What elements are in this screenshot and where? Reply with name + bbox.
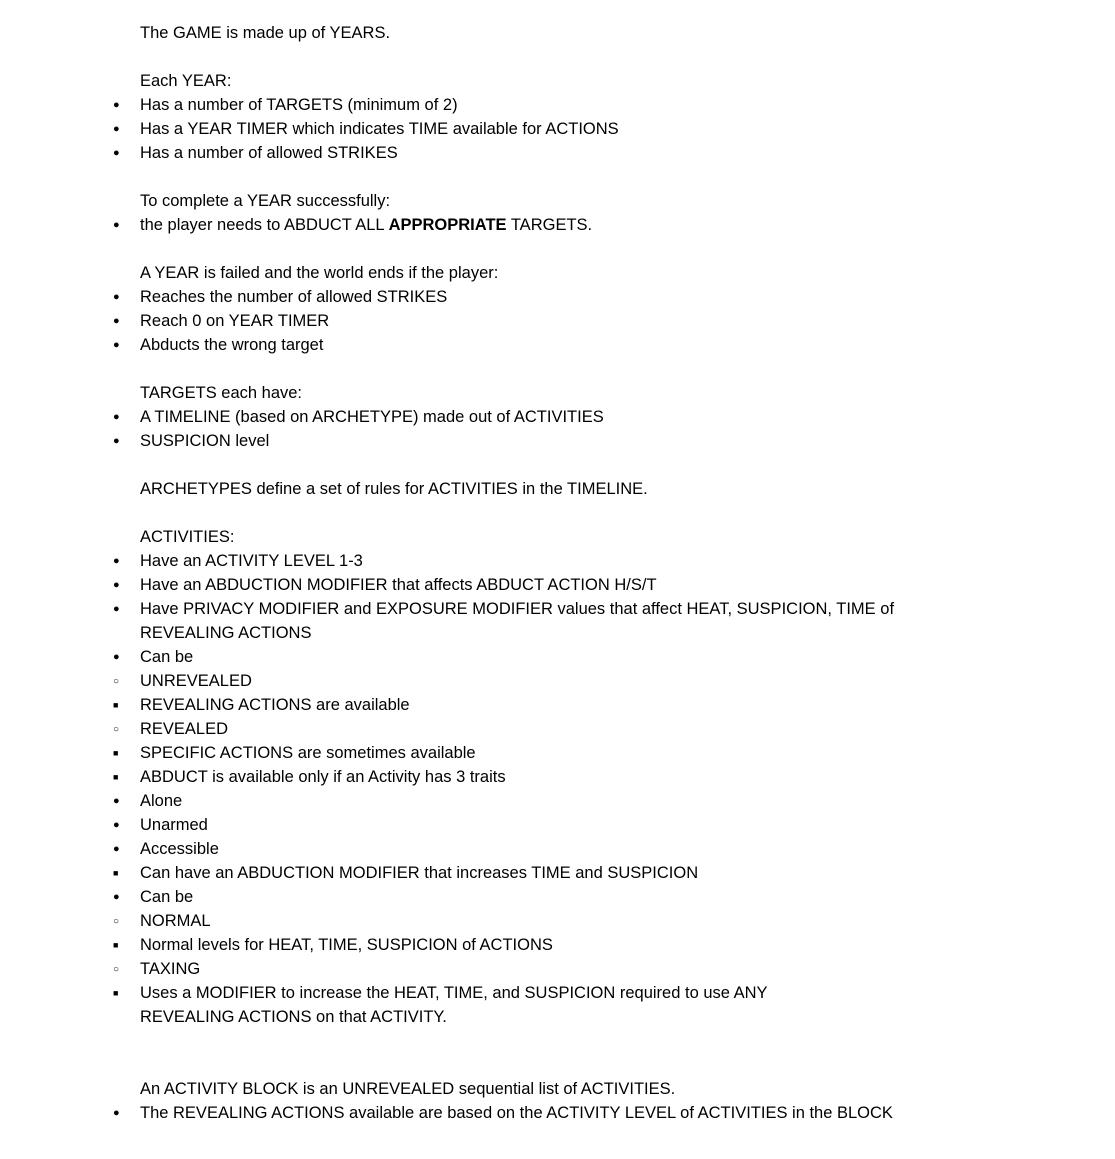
list-item (140, 549, 980, 573)
disc-bullet-icon (113, 813, 131, 837)
square-bullet-icon (113, 933, 131, 958)
text-suffix: TARGETS. (506, 216, 593, 234)
list-item-label: Has a number of allowed STRIKES (140, 144, 398, 162)
list-item (140, 285, 980, 309)
disc-bullet-icon (113, 645, 131, 669)
square-bullet-icon (113, 861, 131, 886)
list-item-label: ABDUCT is available only if an Activity has 3 traits (140, 768, 506, 786)
circle-bullet-icon (113, 669, 131, 694)
paragraph-game-years: The GAME is made up of YEARS. (140, 24, 391, 42)
list-item-label: SPECIFIC ACTIONS are sometimes available (140, 744, 476, 762)
list-item-label: Uses a MODIFIER to increase the HEAT, TIME, and SUSPICION required to use ANY REVEALING ACTIONS on that ACTIVITY. (140, 984, 768, 1026)
list-item-label: Reach 0 on YEAR TIMER (140, 312, 330, 330)
disc-bullet-icon (113, 429, 131, 453)
list-item-can-be-load (140, 885, 980, 1029)
list-item-label: Unarmed (140, 816, 208, 834)
list-item-label: REVEALING ACTIONS are available (140, 696, 410, 714)
list-item (140, 117, 980, 141)
list-item-label: Have PRIVACY MODIFIER and EXPOSURE MODIFIER values that affect HEAT, SUSPICION, TIME of REVEALING ACTIONS (140, 600, 895, 642)
list-item-label: Have an ABDUCTION MODIFIER that affects ABDUCT ACTION H/S/T (140, 576, 657, 594)
list-item (140, 573, 980, 597)
list-item-can-be-reveal (140, 645, 980, 885)
list-item-label: Abducts the wrong target (140, 336, 324, 354)
paragraph-archetypes: ARCHETYPES define a set of rules for ACTIVITIES in the TIMELINE. (140, 480, 648, 498)
list-item-trait (140, 813, 980, 837)
list-traits (140, 789, 980, 861)
disc-bullet-icon (113, 141, 131, 165)
square-bullet-icon (113, 981, 131, 1006)
list-item-label: Has a number of TARGETS (minimum of 2) (140, 96, 458, 114)
list-item (140, 741, 980, 765)
list-item (140, 861, 980, 885)
disc-bullet-icon (113, 789, 131, 813)
blank-line (140, 501, 980, 525)
list-item (140, 429, 980, 453)
disc-bullet-icon (113, 837, 131, 861)
list-load-states (140, 909, 980, 1029)
list-failed-year (140, 285, 980, 357)
list-item-label: Can be (140, 888, 194, 906)
paragraph-targets: TARGETS each have: (140, 384, 303, 402)
list-item-normal (140, 909, 980, 957)
list-item-label: Accessible (140, 840, 219, 858)
list-item-unrevealed (140, 669, 980, 717)
list-item (140, 93, 980, 117)
circle-bullet-icon (113, 717, 131, 742)
list-item-label: Normal levels for HEAT, TIME, SUSPICION of ACTIONS (140, 936, 553, 954)
disc-bullet-icon (113, 213, 131, 237)
list-item-label (140, 213, 930, 237)
list-item (140, 333, 980, 357)
paragraph-each-year: Each YEAR: (140, 72, 232, 90)
list-item-label: REVEALED (140, 720, 229, 738)
square-bullet-icon (113, 741, 131, 766)
square-bullet-icon (113, 693, 131, 718)
disc-bullet-icon (113, 597, 131, 621)
disc-bullet-icon (113, 405, 131, 429)
list-unrevealed-details (140, 693, 980, 717)
list-reveal-states (140, 669, 980, 885)
list-item-label: Reaches the number of allowed STRIKES (140, 288, 448, 306)
disc-bullet-icon (113, 1101, 131, 1125)
disc-bullet-icon (113, 885, 131, 909)
paragraph-activity-block: An ACTIVITY BLOCK is an UNREVEALED sequential list of ACTIVITIES. (140, 1080, 676, 1098)
list-revealed-details (140, 741, 980, 885)
disc-bullet-icon (113, 285, 131, 309)
list-item-label: SUSPICION level (140, 432, 270, 450)
list-item-label: UNREVEALED (140, 672, 252, 690)
list-item-label: Can have an ABDUCTION MODIFIER that increases TIME and SUSPICION (140, 864, 699, 882)
list-item-revealed (140, 717, 980, 885)
blank-line (140, 45, 980, 69)
list-item-label: The REVEALING ACTIONS available are based on the ACTIVITY LEVEL of ACTIVITIES in the BLOCK (140, 1104, 893, 1122)
emphasis-appropriate: APPROPRIATE (388, 216, 507, 234)
list-item-abduct-traits (140, 765, 980, 861)
list-item-label: Have an ACTIVITY LEVEL 1-3 (140, 552, 363, 570)
blank-line (140, 165, 980, 189)
list-item-label: Has a YEAR TIMER which indicates TIME available for ACTIONS (140, 120, 619, 138)
list-item-label: TAXING (140, 960, 201, 978)
list-item-taxing (140, 957, 980, 1029)
list-item (140, 693, 980, 717)
paragraph-activities: ACTIVITIES: (140, 528, 235, 546)
list-item (140, 933, 980, 957)
list-item (140, 1101, 980, 1125)
list-complete-year (140, 213, 980, 237)
document-body (140, 21, 980, 1125)
list-activity-block (140, 1101, 980, 1125)
disc-bullet-icon (113, 309, 131, 333)
paragraph-failed-year: A YEAR is failed and the world ends if the player: (140, 264, 499, 282)
list-item (140, 405, 980, 429)
blank-line (140, 237, 980, 261)
list-each-year (140, 93, 980, 165)
disc-bullet-icon (113, 573, 131, 597)
list-normal-details (140, 933, 980, 957)
list-item (140, 213, 980, 237)
circle-bullet-icon (113, 909, 131, 934)
circle-bullet-icon (113, 957, 131, 982)
list-item-label: Alone (140, 792, 183, 810)
list-item-label: NORMAL (140, 912, 211, 930)
paragraph-complete-year: To complete a YEAR successfully: (140, 192, 391, 210)
list-item-trait (140, 789, 980, 813)
list-item (140, 141, 980, 165)
list-item-label: A TIMELINE (based on ARCHETYPE) made out of ACTIVITIES (140, 408, 604, 426)
list-item (140, 597, 980, 645)
square-bullet-icon (113, 765, 131, 790)
list-item (140, 981, 980, 1029)
blank-lines (140, 1029, 980, 1077)
list-targets (140, 405, 980, 453)
list-item-trait (140, 837, 980, 861)
disc-bullet-icon (113, 333, 131, 357)
disc-bullet-icon (113, 549, 131, 573)
disc-bullet-icon (113, 117, 131, 141)
text-prefix: the player needs to ABDUCT ALL (140, 216, 389, 234)
list-taxing-details (140, 981, 980, 1029)
list-activities (140, 549, 980, 1029)
blank-line (140, 357, 980, 381)
list-item-label: Can be (140, 648, 194, 666)
blank-line (140, 453, 980, 477)
list-item (140, 309, 980, 333)
disc-bullet-icon (113, 93, 131, 117)
